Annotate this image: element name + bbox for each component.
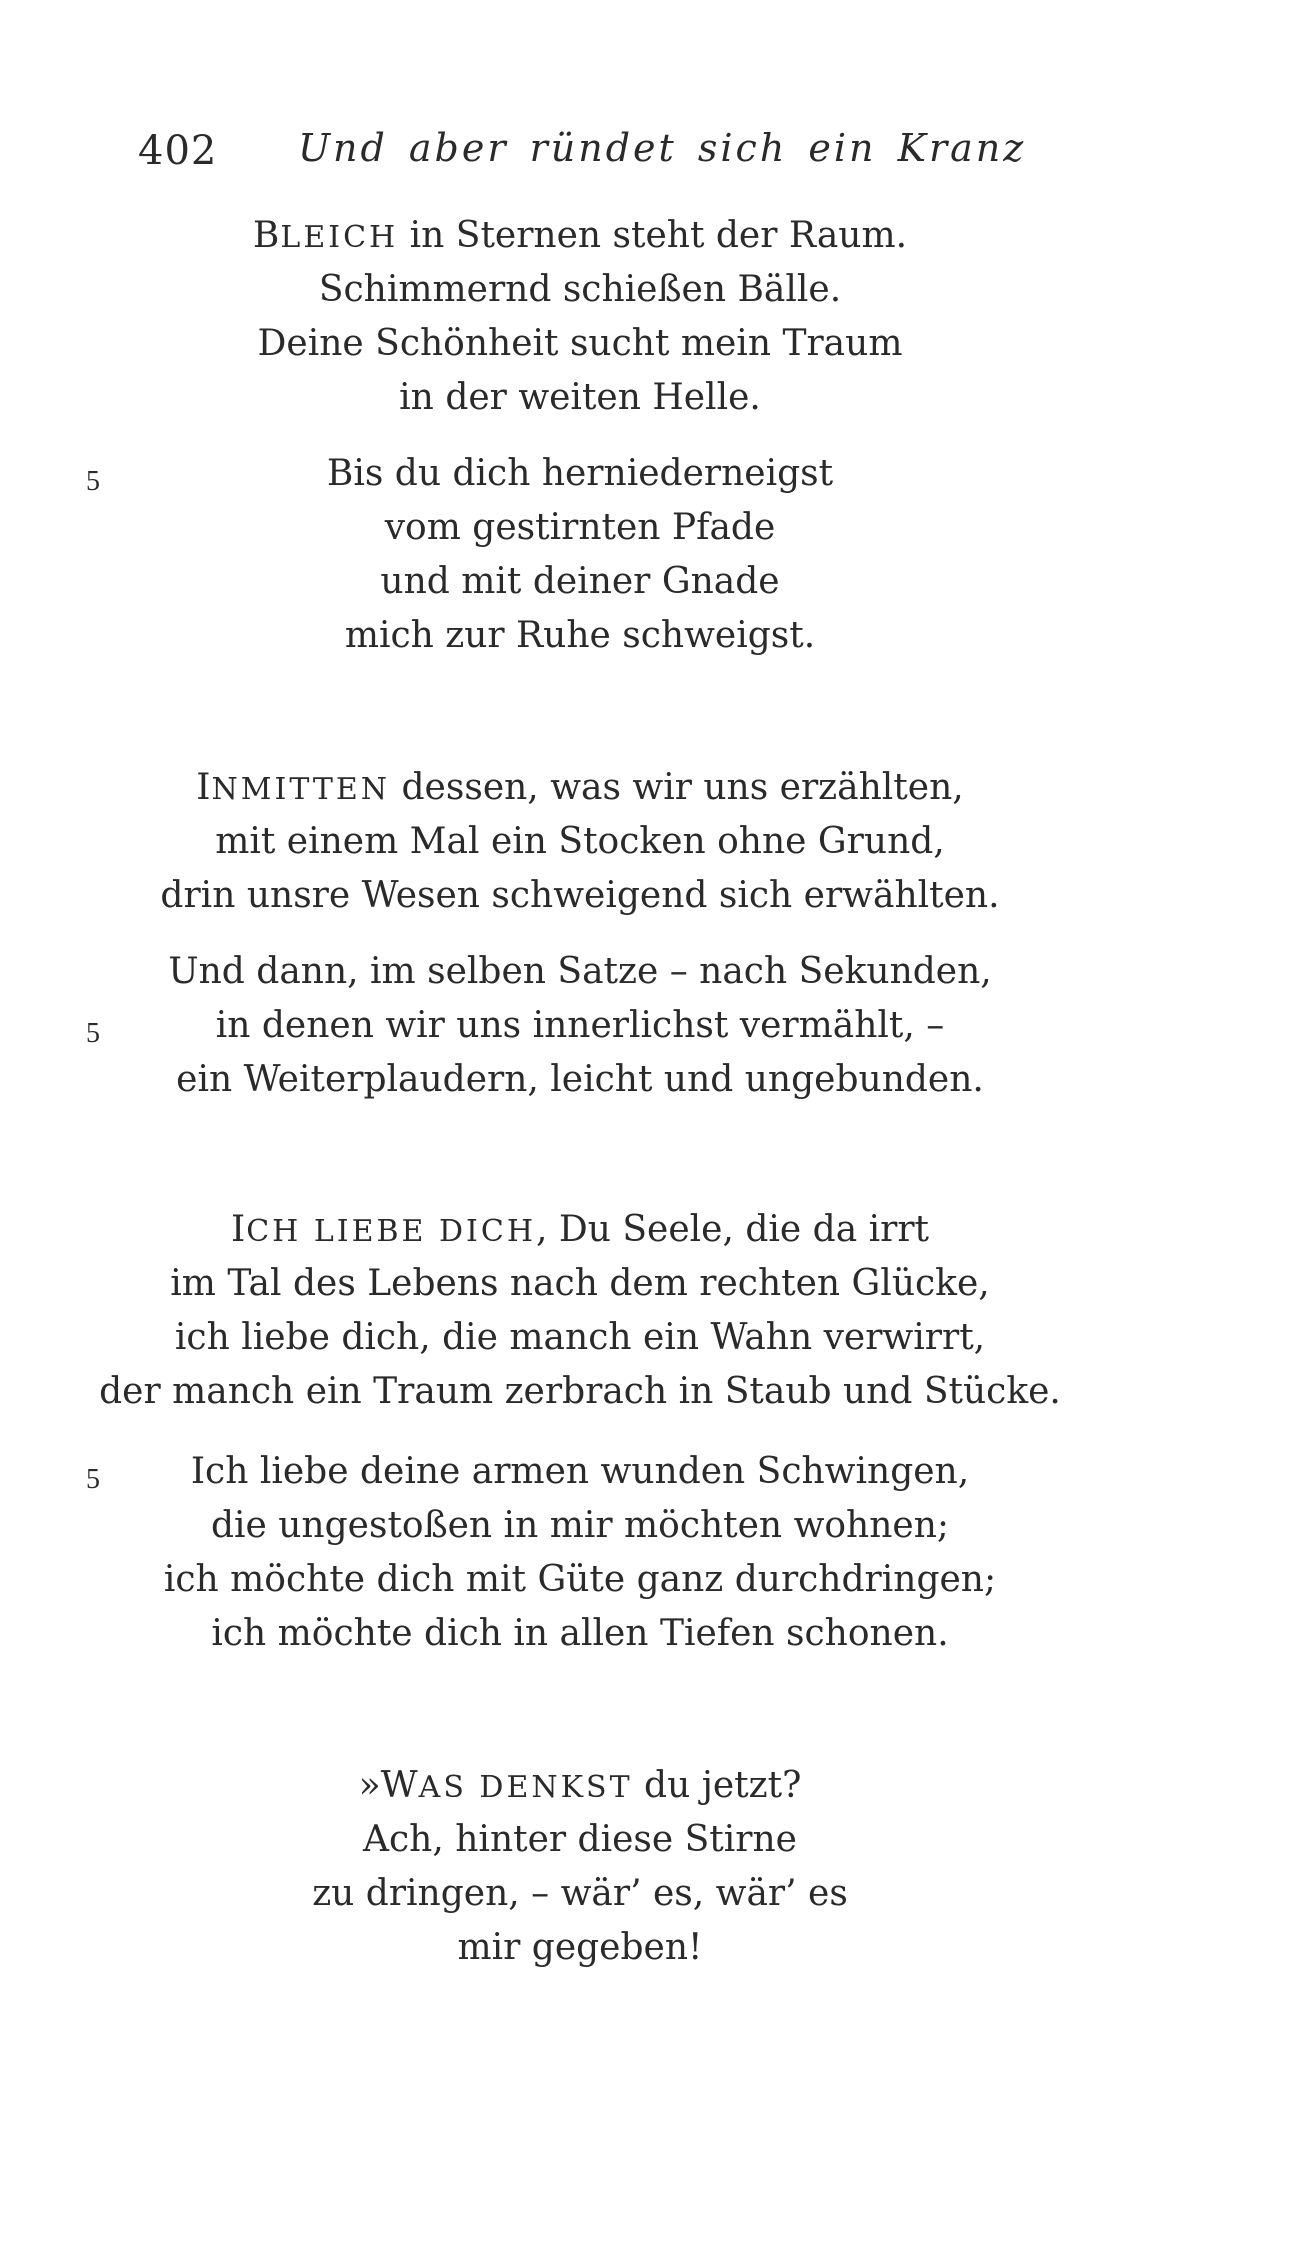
poem-line: Ach, hinter diese Stirne (363, 1819, 797, 1860)
poem-line: Bis du dich herniederneigst (326, 453, 834, 494)
small-caps-initial: W (380, 1765, 419, 1806)
poem-line: ich liebe dich, die manch ein Wahn verwirrt, (174, 1317, 986, 1358)
poem-line: ein Weiterplaudern, leicht und ungebunden. (176, 1059, 984, 1100)
poem-line (0, 1765, 1160, 1806)
poem-line: in der weiten Helle. (399, 377, 761, 418)
small-caps-opening: CH LIEBE DICH (246, 1214, 537, 1249)
poem-line: vom gestirnten Pfade (384, 507, 776, 548)
poem-line: in denen wir uns innerlichst vermählt, – (215, 1005, 945, 1046)
small-caps-opening: NMITTEN (211, 772, 391, 807)
poem-line: Und dann, im selben Satze – nach Sekunden, (168, 951, 992, 992)
poem-line: ich möchte dich in allen Tiefen schonen. (211, 1613, 949, 1654)
poem-line (0, 767, 1160, 808)
opening-quote: » (358, 1765, 381, 1806)
line-number: 5 (86, 1018, 100, 1049)
poem-line: die ungestoßen in mir möchten wohnen; (210, 1505, 950, 1546)
poem-line-text: du jetzt? (632, 1765, 802, 1806)
poem-line (0, 1209, 1160, 1250)
poem-line-text: , Du Seele, die da irrt (536, 1209, 930, 1250)
poem-line: und mit deiner Gnade (380, 561, 780, 602)
line-number: 5 (86, 466, 100, 497)
poem-line: zu dringen, – wär’ es, wär’ es (312, 1873, 848, 1914)
small-caps-initial: I (230, 1209, 247, 1250)
small-caps-initial: I (196, 767, 212, 808)
small-caps-opening: AS DENKST (418, 1770, 633, 1805)
poem-line: Deine Schönheit sucht mein Traum (257, 323, 903, 364)
poem-line-text: in Sternen steht der Raum. (409, 215, 908, 256)
poem-line: mit einem Mal ein Stocken ohne Grund, (215, 821, 945, 862)
poem-line-text: dessen, was wir uns erzählten, (401, 767, 964, 808)
poem-line: mir gegeben! (457, 1927, 703, 1968)
small-caps-initial: B (252, 215, 281, 256)
poem-line: Schimmernd schießen Bälle. (318, 269, 842, 310)
page-number: 402 (138, 128, 218, 174)
poem-line: drin unsre Wesen schweigend sich erwählten. (160, 875, 1000, 916)
poem-line: Ich liebe deine armen wunden Schwingen, (190, 1451, 970, 1492)
poem-line: mich zur Ruhe schweigst. (344, 615, 816, 656)
small-caps-opening: LEICH (280, 220, 399, 255)
running-head: Und aber ründet sich ein Kranz (298, 126, 1027, 170)
poem-line (0, 215, 1160, 256)
poem-line: der manch ein Traum zerbrach in Staub und Stücke. (99, 1371, 1061, 1412)
line-number: 5 (86, 1464, 100, 1495)
poem-line: im Tal des Lebens nach dem rechten Glücke, (170, 1263, 990, 1304)
poem-line: ich möchte dich mit Güte ganz durchdringen; (163, 1559, 997, 1600)
